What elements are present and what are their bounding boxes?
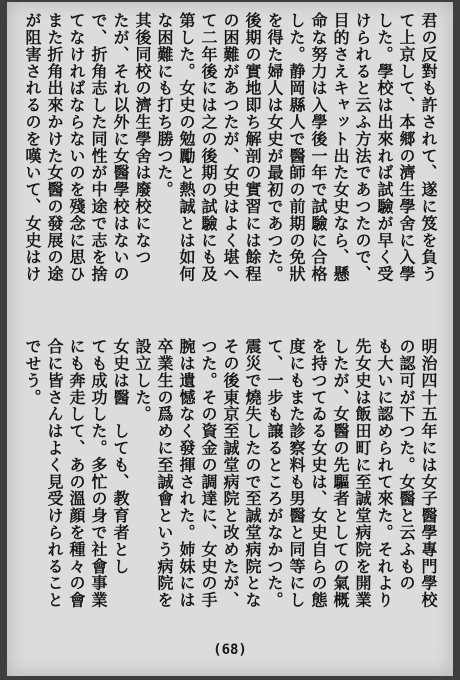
book-page xyxy=(7,2,453,676)
lower-text-block: 明治四十五年には女子醫學專門學校 の認可が下つた。女醫と云ふもの も大いに認められて來た。それより 先女史は飯田町に至誠堂病院を開業 したが、女醫の先驅者としての氣概 を持つてゐる女史は、女史自らの態 度にもまた診察料も男醫と同等にし て、一步も譲るところがなかつた。 震災で燒失したので至誠堂病院とな その後東京至誠堂病院と改めたが、 つた。その資金の調達に、女史の手 腕は遺憾なく發揮された。姉妹には 卒業生の爲めに至誠會という病院を 設立した。 女史は醫 しても、教育者とし ても成功した。多忙の身で社會事業 にも奔走して、あの溫顔を種々の會 合に皆さんはよく見受けられること でせう。 xyxy=(23,338,438,609)
page-number: (68) xyxy=(213,642,247,658)
upper-text-block: 君の反對も許されて、遂に笈を負う て上京して、本郷の濟生學舍に入學 した。學校は出來れば試驗が早く受 けられると云ふ方法であつたので、 目的さえキャット出た女史なら、懸 命な努力は入學後一年で試驗に合格 した。静岡縣人で醫師の前期の免狀 を得た婦人は女史が最初であつた。 後期の實地即ち解剖の實習には餘程 の困難があつたが、女史はよく堪へ て二年後には之の後期の試驗にも及 第した。女史の勉勵と熱誠とは如何 な困難にも打ち勝つた。 其後同校の濟生學舍は廢校になつ たが、それ以外に女醫學校はないの で、折角志した同性が中途で志を捨 てなければならないのを殘念に思ひ また折角出來かけた女醫の發展の途 が阻害されるのを嘆いて、女史はけ xyxy=(23,12,438,283)
